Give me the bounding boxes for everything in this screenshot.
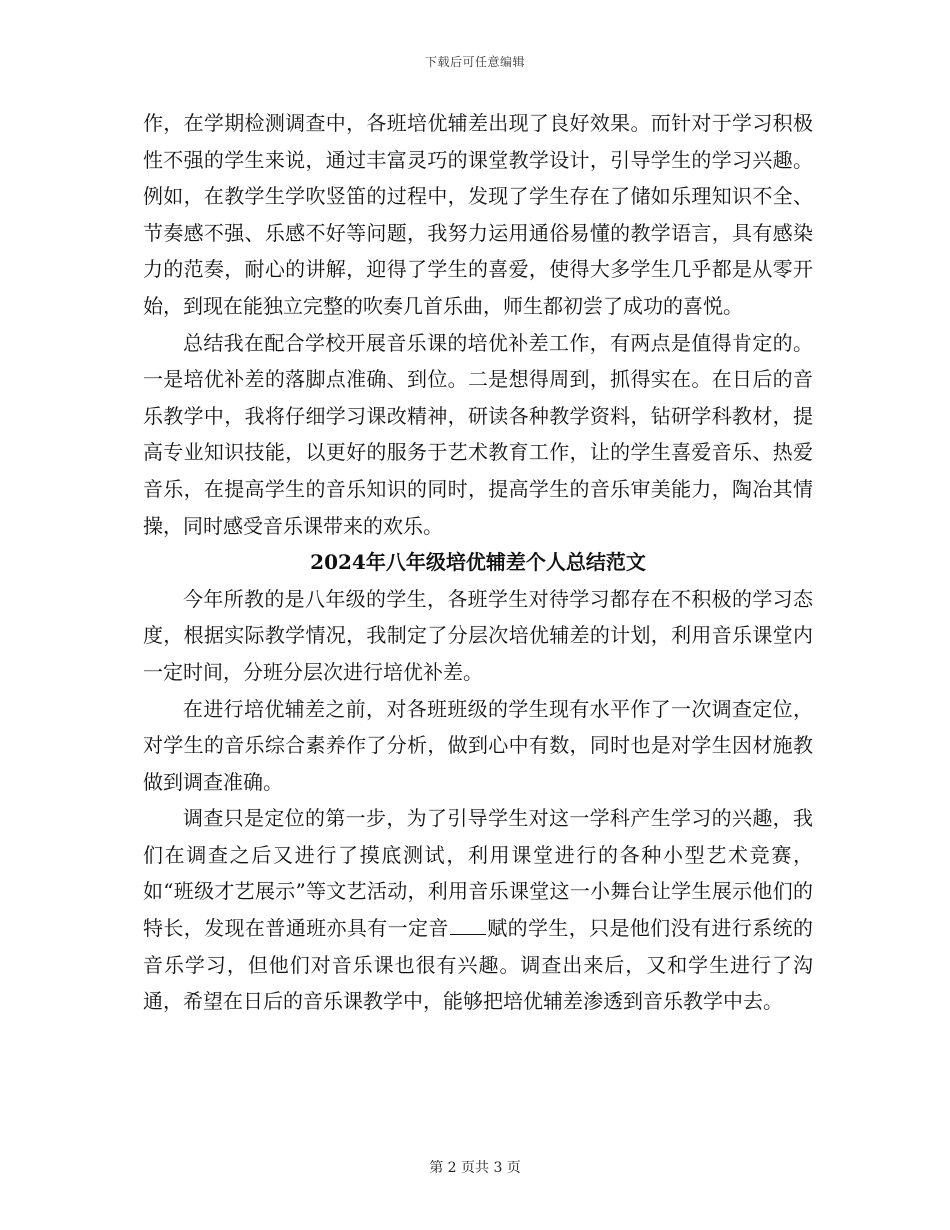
paragraph-investigation-part2: 赋的学生，只是他们没有进行系统的音乐学习，但他们对音乐课也很有兴趣。调查出来后，又和学生进行了沟通，希望在日后的音乐课教学中，能够把培优辅差渗透到音乐教学中去。	[143, 916, 814, 1014]
page-header: 下载后可任意编辑	[424, 55, 525, 69]
paragraph-intro: 今年所教的是八年级的学生，各班学生对待学习都存在不积极的学习态度，根据实际教学情况，我制定了分层次培优辅差的计划，利用音乐课堂内一定时间，分班分层次进行培优补差。	[143, 586, 813, 684]
document-body	[143, 105, 813, 1020]
paragraph-continued: 作，在学期检测调查中，各班培优辅差出现了良好效果。而针对于学习积极性不强的学生来说，通过丰富灵巧的课堂教学设计，引导学生的学习兴趣。例如，在教学生学吹竖笛的过程中，发现了学生存在了储如乐理知识不全、节奏感不强、乐感不好等问题，我努力运用通俗易懂的教学语言，具有感染力的范奏，耐心的讲解，迎得了学生的喜爱，使得大多学生几乎都是从零开始，到现在能独立完整的吹奏几首乐曲，师生都初尝了成功的喜悦。	[143, 111, 813, 318]
page-footer: 第 2 页共 3 页	[429, 1160, 521, 1176]
fill-in-blank	[450, 916, 486, 935]
paragraph-assessment: 在进行培优辅差之前，对各班班级的学生现有水平作了一次调查定位，对学生的音乐综合素养作了分析，做到心中有数，同时也是对学生因材施教做到调查准确。	[143, 696, 813, 794]
paragraph-investigation	[143, 800, 813, 1020]
section-heading: 2024年八年级培优辅差个人总结范文	[310, 550, 646, 575]
paragraph-investigation-part1: 调查只是定位的第一步，为了引导学生对这一学科产生学习的兴趣，我们在调查之后又进行了摸底测试，利用课堂进行的各种小型艺术竞赛，如“班级才艺展示”等文艺活动，利用音乐课堂这一小舞台让学生展示他们的特长，发现在普通班亦具有一定音	[143, 806, 813, 941]
paragraph-summary: 总结我在配合学校开展音乐课的培优补差工作，有两点是值得肯定的。一是培优补差的落脚点准确、到位。二是想得周到，抓得实在。在日后的音乐教学中，我将仔细学习课改精神，研读各种教学资料，钻研学科教材，提高专业知识技能，以更好的服务于艺术教育工作，让的学生喜爱音乐、热爱音乐，在提高学生的音乐知识的同时，提高学生的音乐审美能力，陶冶其情操，同时感受音乐课带来的欢乐。	[143, 330, 813, 538]
